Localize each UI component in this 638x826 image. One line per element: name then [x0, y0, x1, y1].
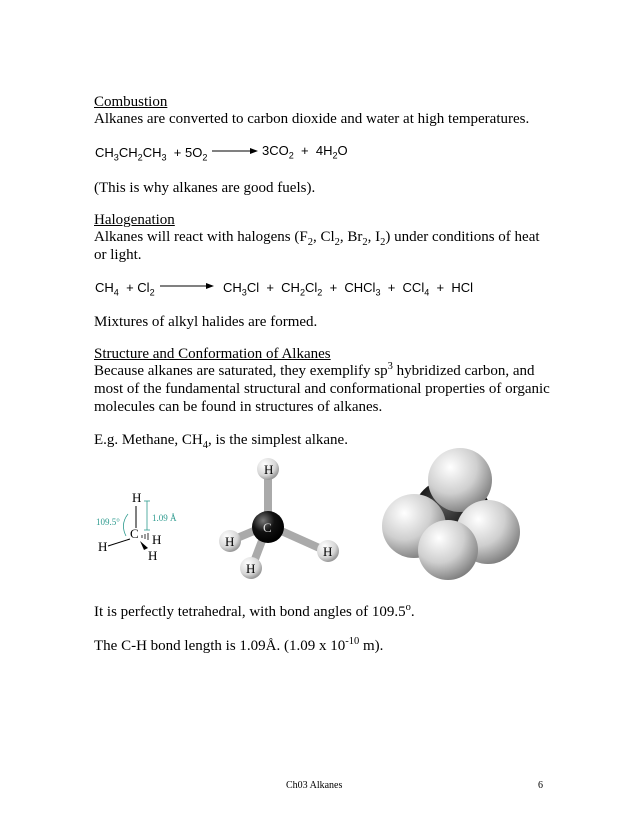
carbon-label: C [130, 526, 139, 541]
hydrogen-left-label: H [225, 534, 235, 549]
methane-ball-and-stick-model [208, 455, 348, 585]
combustion-equation-products: $3CO_2 + 4H_2O$ [262, 143, 348, 161]
reaction-arrow-icon [212, 146, 258, 156]
combustion-equation-reactants: $CH_3CH_2CH_3 + 5O_2$ [95, 145, 208, 163]
bond-angle-fact: It is perfectly tetrahedral, with bond angles of 109.5$^o$. [94, 602, 415, 620]
hydrogen-bottom-label: H [148, 548, 158, 563]
hydrogen-bottom-label: H [246, 561, 256, 576]
methane-space-filling-model [376, 440, 526, 590]
combustion-note: (This is why alkanes are good fuels). [94, 180, 316, 196]
halogenation-text: Alkanes will react with halogens ($F_2$, $Cl_2$, $Br_2$, $I_2$) under conditions of heat or light. [94, 229, 540, 263]
hydrogen-right-label: H [152, 532, 162, 547]
bond-angle-label: 109.5° [96, 517, 120, 527]
hydrogen-top-label: H [264, 462, 274, 477]
halogenation-note: Mixtures of alkyl halides are formed. [94, 314, 318, 330]
reaction-arrow-icon [160, 281, 214, 291]
hydrogen-left-label: H [98, 539, 108, 554]
methane-example: E.g. Methane, $CH_4$, is the simplest alkane. [94, 432, 348, 451]
page-number: 6 [538, 780, 543, 791]
structure-line-3: molecules can be found in structures of alkanes. [94, 399, 383, 415]
hydrogen-right-label: H [323, 544, 333, 559]
combustion-text: Alkanes are converted to carbon dioxide and water at high temperatures. [94, 111, 530, 127]
methane-wedge-dash-diagram [92, 488, 192, 568]
halogenation-heading: Halogenation [94, 212, 175, 228]
structure-heading: Structure and Conformation of Alkanes [94, 346, 331, 362]
halogenation-equation-products: $CH_3Cl + CH_2Cl_2$ + CHCl$_3$ + CCl$_4$ + HCl [223, 280, 473, 298]
footer-title: Ch03 Alkanes [286, 780, 343, 791]
bond-length-fact: The C-H bond length is 1.09Å. (1.09 x $10^{-10}$ m). [94, 636, 384, 654]
bond-length-label: 1.09 Å [152, 513, 177, 523]
structure-line-2: most of the fundamental structural and conformational properties of organic [94, 381, 550, 397]
hydrogen-top-label: H [132, 490, 142, 505]
combustion-heading: Combustion [94, 94, 168, 110]
halogenation-equation-reactants: $CH_4 + Cl_2$ [95, 280, 155, 298]
carbon-label: C [263, 520, 272, 535]
structure-line-1: Because alkanes are saturated, they exemplify $sp^3$ hybridized carbon, and [94, 361, 535, 379]
